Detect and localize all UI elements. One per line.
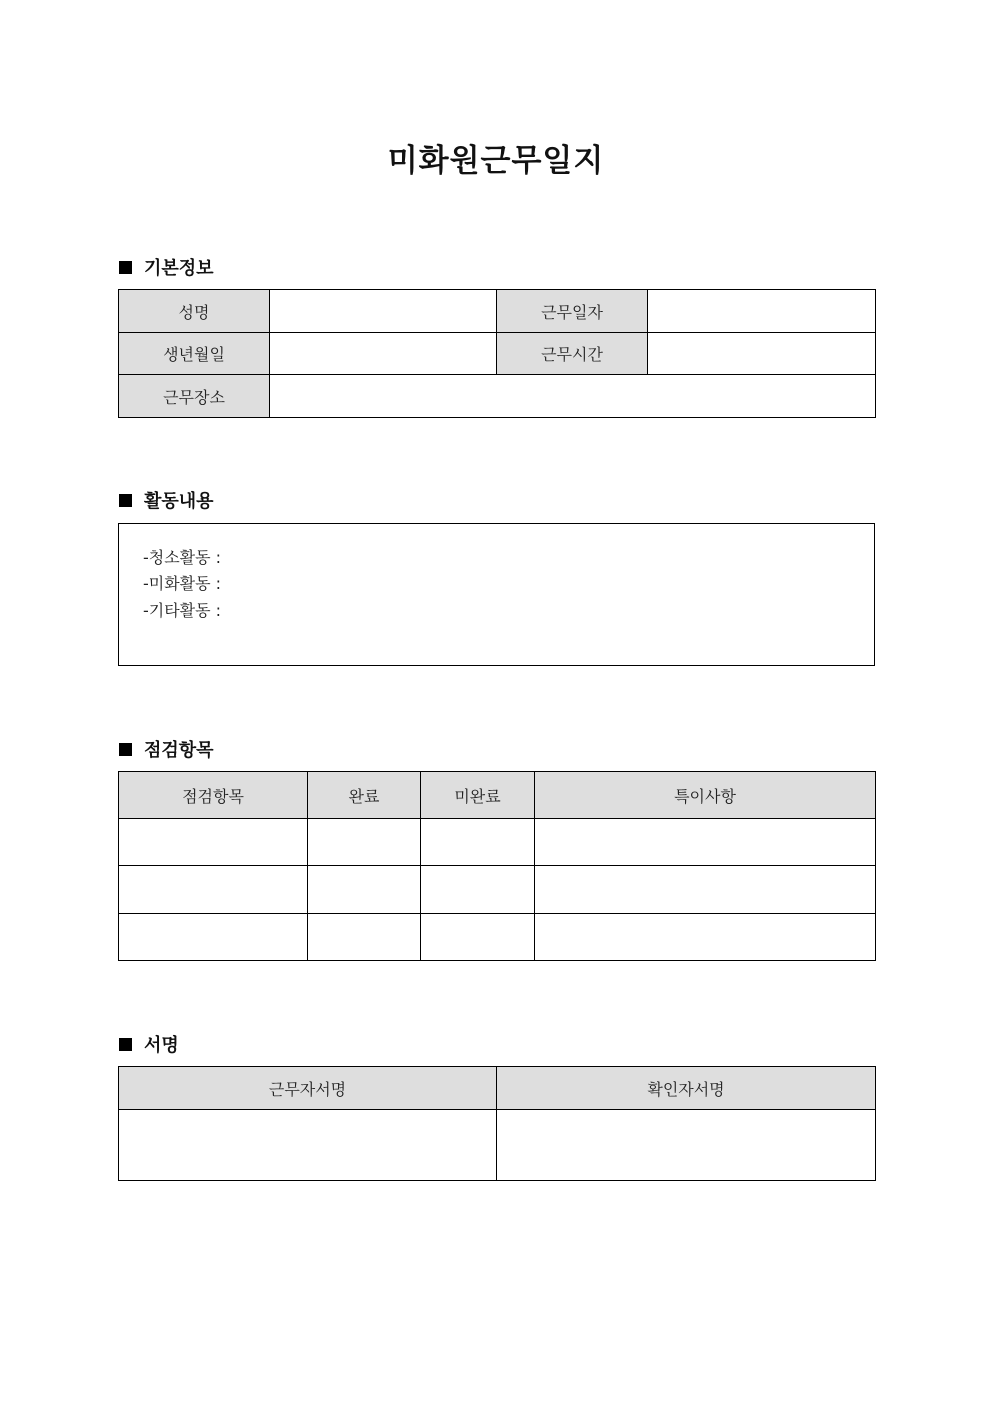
square-bullet-icon (119, 1038, 132, 1051)
section-heading-checklist (119, 736, 214, 762)
column-header-remarks: 특이사항 (535, 772, 876, 819)
table-row (119, 290, 876, 333)
worker-signature-field[interactable] (119, 1110, 497, 1181)
checklist-table (118, 771, 876, 961)
check-item-cell[interactable] (119, 914, 308, 961)
work-location-field[interactable] (270, 375, 876, 418)
column-header-check-item: 점검항목 (119, 772, 308, 819)
section-heading-activities (119, 487, 214, 513)
birthdate-label: 생년월일 (119, 333, 270, 375)
work-date-label: 근무일자 (497, 290, 648, 333)
complete-cell[interactable] (308, 866, 421, 914)
incomplete-cell[interactable] (421, 866, 535, 914)
activity-content-box[interactable] (118, 523, 875, 666)
work-hours-label: 근무시간 (497, 333, 648, 375)
table-row (119, 914, 876, 961)
table-header-row (119, 1067, 876, 1110)
name-label: 성명 (119, 290, 270, 333)
incomplete-cell[interactable] (421, 819, 535, 866)
check-item-cell[interactable] (119, 819, 308, 866)
verifier-signature-field[interactable] (497, 1110, 876, 1181)
section-heading-basic-info (119, 254, 214, 280)
table-header-row (119, 772, 876, 819)
remarks-cell[interactable] (535, 866, 876, 914)
column-header-incomplete: 미완료 (421, 772, 535, 819)
cleaning-activity-line: -청소활동 : (143, 548, 222, 567)
table-row (119, 819, 876, 866)
document-title: 미화원근무일지 (387, 143, 605, 179)
section-heading-label: 서명 (144, 1035, 179, 1056)
incomplete-cell[interactable] (421, 914, 535, 961)
section-heading-label: 기본정보 (144, 258, 214, 279)
remarks-cell[interactable] (535, 819, 876, 866)
section-heading-label: 활동내용 (144, 491, 214, 512)
section-heading-label: 점검항목 (144, 740, 214, 761)
verifier-signature-label: 확인자서명 (497, 1067, 876, 1110)
work-date-field[interactable] (648, 290, 876, 333)
complete-cell[interactable] (308, 819, 421, 866)
section-heading-signature (119, 1031, 179, 1057)
basic-info-table (118, 289, 876, 418)
square-bullet-icon (119, 261, 132, 274)
square-bullet-icon (119, 743, 132, 756)
table-row (119, 375, 876, 418)
table-row (119, 1110, 876, 1181)
square-bullet-icon (119, 494, 132, 507)
work-hours-field[interactable] (648, 333, 876, 375)
table-row (119, 866, 876, 914)
remarks-cell[interactable] (535, 914, 876, 961)
column-header-complete: 완료 (308, 772, 421, 819)
birthdate-field[interactable] (270, 333, 497, 375)
table-row (119, 333, 876, 375)
beautification-activity-line: -미화활동 : (143, 574, 222, 593)
name-field[interactable] (270, 290, 497, 333)
work-location-label: 근무장소 (119, 375, 270, 418)
other-activity-line: -기타활동 : (143, 601, 222, 620)
signature-table (118, 1066, 876, 1181)
check-item-cell[interactable] (119, 866, 308, 914)
complete-cell[interactable] (308, 914, 421, 961)
worker-signature-label: 근무자서명 (119, 1067, 497, 1110)
